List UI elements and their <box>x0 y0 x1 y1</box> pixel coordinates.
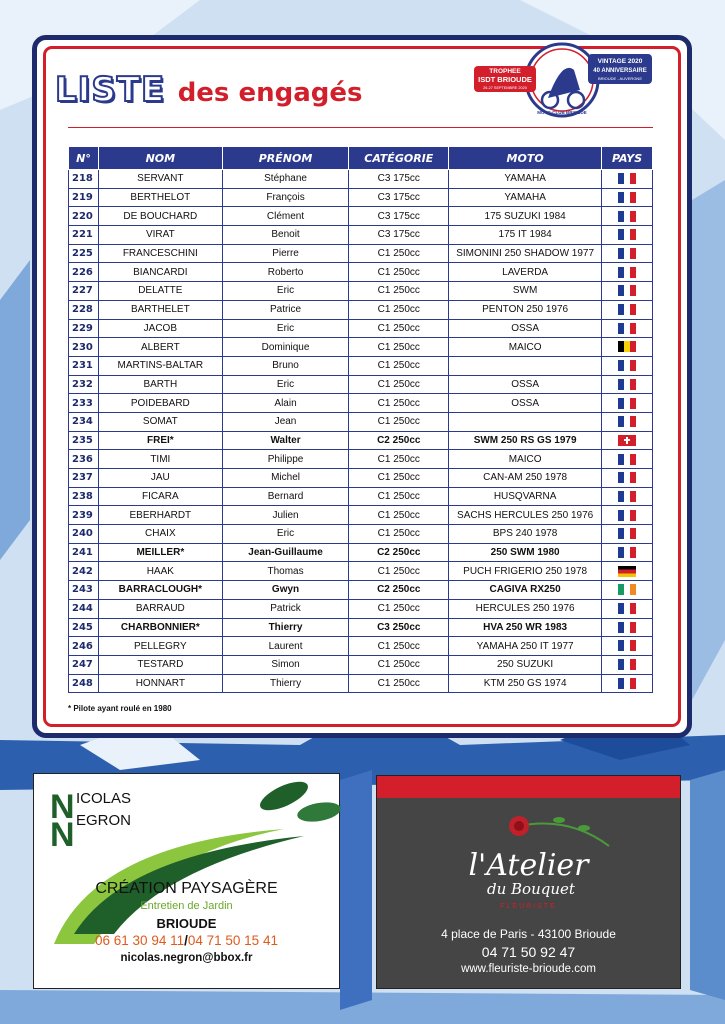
shop-address: 4 place de Paris - 43100 Brioude <box>441 927 616 941</box>
row-pays <box>602 469 653 488</box>
row-pays <box>602 207 653 226</box>
name-rest-2: EGRON <box>76 812 132 829</box>
row-nom: ALBERT <box>98 338 222 357</box>
flag-fr-icon <box>618 398 636 409</box>
flag-be-icon <box>618 341 636 352</box>
row-nom: DELATTE <box>98 282 222 301</box>
table-row <box>69 394 653 413</box>
row-moto: OSSA <box>449 375 602 394</box>
row-categorie: C1 250cc <box>349 450 449 469</box>
row-pays <box>602 188 653 207</box>
row-moto: SWM 250 RS GS 1979 <box>449 431 602 450</box>
row-num: 247 <box>69 655 99 674</box>
row-categorie: C2 250cc <box>349 543 449 562</box>
table-row <box>69 188 653 207</box>
row-pays <box>602 618 653 637</box>
col-header-nom: NOM <box>98 147 222 170</box>
table-row <box>69 207 653 226</box>
table-row <box>69 655 653 674</box>
row-categorie: C1 250cc <box>349 356 449 375</box>
flag-fr-icon <box>618 472 636 483</box>
flag-fr-icon <box>618 640 636 651</box>
row-num: 241 <box>69 543 99 562</box>
row-categorie: C1 250cc <box>349 562 449 581</box>
table-row <box>69 319 653 338</box>
row-pays <box>602 525 653 544</box>
row-num: 221 <box>69 226 99 245</box>
row-num: 229 <box>69 319 99 338</box>
brand-tag: FLEURISTE <box>500 903 557 910</box>
row-moto: SACHS HERCULES 250 1976 <box>449 506 602 525</box>
logo-line2: ISDT BRIOUDE <box>478 75 532 84</box>
row-prenom: Patrick <box>222 599 349 618</box>
row-pays <box>602 674 653 693</box>
row-nom: JACOB <box>98 319 222 338</box>
row-categorie: C2 250cc <box>349 431 449 450</box>
row-nom: DE BOUCHARD <box>98 207 222 226</box>
row-prenom: Michel <box>222 469 349 488</box>
row-nom: SOMAT <box>98 412 222 431</box>
table-row <box>69 338 653 357</box>
title-main: LISTE <box>55 70 166 110</box>
row-nom: MARTINS-BALTAR <box>98 356 222 375</box>
ad-left-headline: CRÉATION PAYSAGÈRE <box>95 880 278 897</box>
row-pays <box>602 562 653 581</box>
row-moto: PUCH FRIGERIO 250 1978 <box>449 562 602 581</box>
flag-fr-icon <box>618 360 636 371</box>
row-nom: TIMI <box>98 450 222 469</box>
row-pays <box>602 487 653 506</box>
flag-fr-icon <box>618 323 636 334</box>
row-prenom: Stéphane <box>222 170 349 189</box>
row-prenom: Bernard <box>222 487 349 506</box>
row-pays <box>602 244 653 263</box>
row-pays <box>602 412 653 431</box>
row-num: 234 <box>69 412 99 431</box>
row-num: 237 <box>69 469 99 488</box>
row-prenom: Simon <box>222 655 349 674</box>
row-num: 228 <box>69 300 99 319</box>
row-nom: BARRAUD <box>98 599 222 618</box>
row-moto: 250 SWM 1980 <box>449 543 602 562</box>
flag-fr-icon <box>618 173 636 184</box>
row-pays <box>602 543 653 562</box>
row-pays <box>602 338 653 357</box>
row-num: 233 <box>69 394 99 413</box>
row-nom: HONNART <box>98 674 222 693</box>
row-moto: PENTON 250 1976 <box>449 300 602 319</box>
row-moto: MAICO <box>449 338 602 357</box>
row-categorie: C1 250cc <box>349 282 449 301</box>
participants-table <box>68 146 653 693</box>
row-pays <box>602 655 653 674</box>
row-num: 246 <box>69 637 99 656</box>
row-moto: CAN-AM 250 1978 <box>449 469 602 488</box>
table-row <box>69 618 653 637</box>
row-nom: FICARA <box>98 487 222 506</box>
brand-subname: du Bouquet <box>487 880 575 898</box>
row-nom: FRANCESCHINI <box>98 244 222 263</box>
row-num: 242 <box>69 562 99 581</box>
table-row <box>69 431 653 450</box>
logo-line1: TROPHEE <box>489 68 521 75</box>
row-nom: BARTHELET <box>98 300 222 319</box>
row-prenom: Eric <box>222 525 349 544</box>
table-row <box>69 375 653 394</box>
row-num: 243 <box>69 581 99 600</box>
row-categorie: C1 250cc <box>349 469 449 488</box>
table-row <box>69 226 653 245</box>
row-nom: HAAK <box>98 562 222 581</box>
flag-fr-icon <box>618 603 636 614</box>
ad-left-phones <box>34 933 339 948</box>
table-row <box>69 599 653 618</box>
row-prenom: Thomas <box>222 562 349 581</box>
row-moto: CAGIVA RX250 <box>449 581 602 600</box>
row-pays <box>602 431 653 450</box>
row-num: 240 <box>69 525 99 544</box>
logo-line7: MOTO-CLUB BRIOUDE <box>537 110 587 115</box>
table-row <box>69 487 653 506</box>
flag-fr-icon <box>618 304 636 315</box>
title-divider <box>68 127 653 128</box>
flag-fr-icon <box>618 192 636 203</box>
row-num: 238 <box>69 487 99 506</box>
row-prenom: Eric <box>222 375 349 394</box>
row-categorie: C1 250cc <box>349 525 449 544</box>
row-moto <box>449 356 602 375</box>
row-nom: SERVANT <box>98 170 222 189</box>
row-prenom: Laurent <box>222 637 349 656</box>
row-categorie: C1 250cc <box>349 263 449 282</box>
row-prenom: Thierry <box>222 674 349 693</box>
row-prenom: Benoit <box>222 226 349 245</box>
row-nom: BIANCARDI <box>98 263 222 282</box>
row-prenom: Eric <box>222 282 349 301</box>
row-prenom: Clément <box>222 207 349 226</box>
row-prenom: Pierre <box>222 244 349 263</box>
table-row <box>69 170 653 189</box>
table-row <box>69 469 653 488</box>
flag-ch-icon <box>618 435 636 446</box>
shop-phone: 04 71 50 92 47 <box>481 944 576 960</box>
row-num: 227 <box>69 282 99 301</box>
row-categorie: C1 250cc <box>349 655 449 674</box>
flag-de-icon <box>618 566 636 577</box>
row-nom: BARTH <box>98 375 222 394</box>
row-prenom: Bruno <box>222 356 349 375</box>
row-categorie: C1 250cc <box>349 375 449 394</box>
table-row <box>69 356 653 375</box>
flag-fr-icon <box>618 285 636 296</box>
flag-fr-icon <box>618 547 636 558</box>
table-row <box>69 300 653 319</box>
title-sub: des engagés <box>177 78 363 108</box>
row-moto: YAMAHA <box>449 170 602 189</box>
phone-separator: / <box>184 933 188 948</box>
row-moto: KTM 250 GS 1974 <box>449 674 602 693</box>
row-categorie: C3 175cc <box>349 226 449 245</box>
flag-fr-icon <box>618 528 636 539</box>
row-num: 248 <box>69 674 99 693</box>
row-categorie: C1 250cc <box>349 674 449 693</box>
row-nom: POIDEBARD <box>98 394 222 413</box>
row-num: 218 <box>69 170 99 189</box>
row-pays <box>602 637 653 656</box>
flag-fr-icon <box>618 510 636 521</box>
row-prenom: François <box>222 188 349 207</box>
ad-left-subline: Entretien de Jardin <box>140 900 233 912</box>
row-nom: BARRACLOUGH* <box>98 581 222 600</box>
row-moto: BPS 240 1978 <box>449 525 602 544</box>
row-nom: MEILLER* <box>98 543 222 562</box>
flag-fr-icon <box>618 211 636 222</box>
table-row <box>69 244 653 263</box>
table-row <box>69 674 653 693</box>
col-header-pays: PAYS <box>602 147 653 170</box>
row-categorie: C3 175cc <box>349 207 449 226</box>
row-pays <box>602 282 653 301</box>
row-categorie: C3 175cc <box>349 170 449 189</box>
row-categorie: C3 250cc <box>349 618 449 637</box>
flag-fr-icon <box>618 491 636 502</box>
row-nom: JAU <box>98 469 222 488</box>
row-categorie: C1 250cc <box>349 637 449 656</box>
row-nom: FREI* <box>98 431 222 450</box>
table-header-row <box>69 147 653 170</box>
row-categorie: C2 250cc <box>349 581 449 600</box>
row-prenom: Philippe <box>222 450 349 469</box>
row-pays <box>602 394 653 413</box>
row-prenom: Julien <box>222 506 349 525</box>
row-categorie: C1 250cc <box>349 412 449 431</box>
ad-right-top-band <box>377 776 680 798</box>
row-categorie: C1 250cc <box>349 244 449 263</box>
table-row <box>69 282 653 301</box>
table-row <box>69 506 653 525</box>
row-categorie: C1 250cc <box>349 394 449 413</box>
table-row <box>69 450 653 469</box>
table-row <box>69 581 653 600</box>
row-moto: OSSA <box>449 319 602 338</box>
row-num: 220 <box>69 207 99 226</box>
row-nom: CHAIX <box>98 525 222 544</box>
row-nom: EBERHARDT <box>98 506 222 525</box>
row-prenom: Thierry <box>222 618 349 637</box>
name-initial-1: N <box>50 788 75 826</box>
row-num: 235 <box>69 431 99 450</box>
row-moto: LAVERDA <box>449 263 602 282</box>
col-header-prenom: PRÉNOM <box>222 147 349 170</box>
row-num: 219 <box>69 188 99 207</box>
row-prenom: Jean <box>222 412 349 431</box>
row-nom: PELLEGRY <box>98 637 222 656</box>
phone-landline: 04 71 50 15 41 <box>187 933 278 948</box>
logo-line3: 26-27 SEPTEMBRE 2020 <box>483 86 527 90</box>
row-prenom: Roberto <box>222 263 349 282</box>
table-row <box>69 637 653 656</box>
footnote: * Pilote ayant roulé en 1980 <box>68 704 172 713</box>
row-moto: HERCULES 250 1976 <box>449 599 602 618</box>
page-title <box>55 70 362 110</box>
row-pays <box>602 599 653 618</box>
row-num: 230 <box>69 338 99 357</box>
ad-nicolas-negron <box>33 773 340 989</box>
row-pays <box>602 375 653 394</box>
logo-line6: BRIOUDE - AUVERGNE <box>597 76 643 81</box>
flag-ie-icon <box>618 584 636 595</box>
row-pays <box>602 506 653 525</box>
col-header-moto: MOTO <box>449 147 602 170</box>
row-prenom: Gwyn <box>222 581 349 600</box>
row-prenom: Dominique <box>222 338 349 357</box>
ad-left-email: nicolas.negron@bbox.fr <box>120 952 253 964</box>
row-pays <box>602 170 653 189</box>
flag-fr-icon <box>618 267 636 278</box>
table-row <box>69 412 653 431</box>
row-moto: 175 SUZUKI 1984 <box>449 207 602 226</box>
row-pays <box>602 581 653 600</box>
row-moto: YAMAHA 250 IT 1977 <box>449 637 602 656</box>
logo-line4: VINTAGE 2020 <box>597 58 643 65</box>
row-moto: HVA 250 WR 1983 <box>449 618 602 637</box>
row-categorie: C3 175cc <box>349 188 449 207</box>
name-rest-1: ICOLAS <box>76 790 132 807</box>
row-categorie: C1 250cc <box>349 338 449 357</box>
row-categorie: C1 250cc <box>349 319 449 338</box>
brand-name: l'Atelier <box>468 848 589 883</box>
row-moto: HUSQVARNA <box>449 487 602 506</box>
row-moto: YAMAHA <box>449 188 602 207</box>
row-num: 236 <box>69 450 99 469</box>
row-pays <box>602 226 653 245</box>
ad-left-city: BRIOUDE <box>156 916 217 931</box>
row-categorie: C1 250cc <box>349 300 449 319</box>
row-num: 232 <box>69 375 99 394</box>
row-nom: TESTARD <box>98 655 222 674</box>
row-pays <box>602 300 653 319</box>
row-num: 225 <box>69 244 99 263</box>
col-header-num: N° <box>69 147 99 170</box>
shop-website: www.fleuriste-brioude.com <box>461 963 596 975</box>
flag-fr-icon <box>618 622 636 633</box>
row-categorie: C1 250cc <box>349 487 449 506</box>
table-row <box>69 525 653 544</box>
row-pays <box>602 319 653 338</box>
row-prenom: Walter <box>222 431 349 450</box>
row-num: 239 <box>69 506 99 525</box>
row-categorie: C1 250cc <box>349 599 449 618</box>
row-nom: VIRAT <box>98 226 222 245</box>
row-moto: 250 SUZUKI <box>449 655 602 674</box>
flag-fr-icon <box>618 678 636 689</box>
row-num: 244 <box>69 599 99 618</box>
flag-fr-icon <box>618 416 636 427</box>
row-moto: OSSA <box>449 394 602 413</box>
name-initial-2: N <box>50 816 75 854</box>
row-prenom: Eric <box>222 319 349 338</box>
flag-fr-icon <box>618 659 636 670</box>
flag-fr-icon <box>618 229 636 240</box>
table-row <box>69 543 653 562</box>
row-pays <box>602 450 653 469</box>
flag-fr-icon <box>618 379 636 390</box>
phone-mobile: 06 61 30 94 11 <box>95 933 185 948</box>
table-row <box>69 562 653 581</box>
row-prenom: Patrice <box>222 300 349 319</box>
row-categorie: C1 250cc <box>349 506 449 525</box>
row-num: 245 <box>69 618 99 637</box>
row-moto: SIMONINI 250 SHADOW 1977 <box>449 244 602 263</box>
flag-fr-icon <box>618 248 636 259</box>
ad-atelier-du-bouquet <box>376 775 681 989</box>
flag-fr-icon <box>618 454 636 465</box>
row-pays <box>602 263 653 282</box>
row-nom: BERTHELOT <box>98 188 222 207</box>
logo-line5: 40 ANNIVERSAIRE <box>593 68 647 74</box>
row-num: 226 <box>69 263 99 282</box>
row-moto: MAICO <box>449 450 602 469</box>
row-prenom: Jean-Guillaume <box>222 543 349 562</box>
row-num: 231 <box>69 356 99 375</box>
row-moto: 175 IT 1984 <box>449 226 602 245</box>
row-nom: CHARBONNIER* <box>98 618 222 637</box>
row-pays <box>602 356 653 375</box>
table-row <box>69 263 653 282</box>
event-logo <box>470 40 655 120</box>
row-prenom: Alain <box>222 394 349 413</box>
row-moto <box>449 412 602 431</box>
col-header-categorie: CATÉGORIE <box>349 147 449 170</box>
row-moto: SWM <box>449 282 602 301</box>
